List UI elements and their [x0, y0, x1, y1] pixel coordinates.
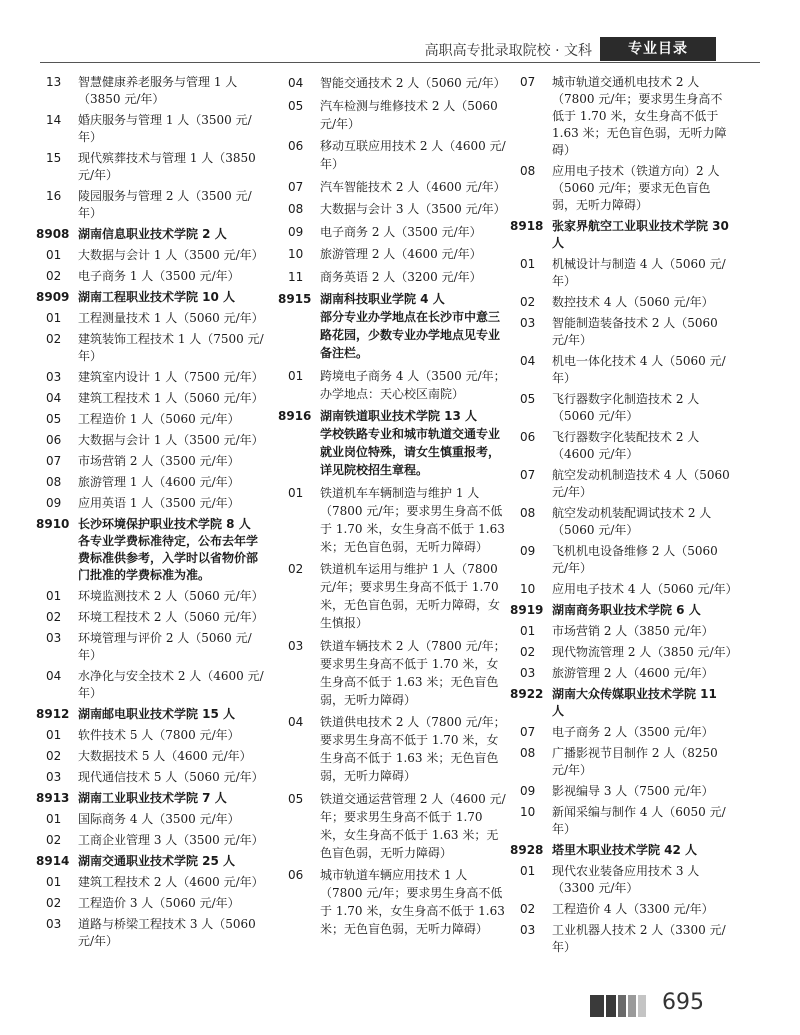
- major-item: [510, 665, 732, 682]
- school-note: 各专业学费标准待定，公布去年学费标准供参考，入学时以省物价部门批准的学费标准为准。: [78, 534, 259, 582]
- major-item: [278, 866, 506, 938]
- major-number: 13: [46, 75, 62, 89]
- major-item: [36, 390, 266, 407]
- footer-bar: [618, 995, 626, 1017]
- major-item: [36, 411, 266, 428]
- major-text: 环境工程技术 2 人（5060 元/年）: [78, 610, 264, 624]
- major-number: 03: [46, 631, 62, 645]
- major-item: [510, 644, 738, 661]
- school-code: 8916: [278, 409, 312, 423]
- school-name: 湖南工程职业技术学院 10 人: [78, 290, 236, 304]
- school-code: 8914: [36, 854, 70, 868]
- major-text: 飞行器数字化装配技术 2 人（4600 元/年）: [552, 430, 700, 461]
- major-item: [36, 668, 266, 702]
- school-heading: [36, 853, 266, 870]
- major-item: [36, 188, 266, 222]
- major-item: [36, 369, 266, 386]
- school-code: 8922: [510, 687, 544, 701]
- school-code: 8919: [510, 603, 544, 617]
- school-heading: [36, 289, 266, 306]
- major-number: 10: [520, 582, 536, 596]
- major-item: [510, 294, 732, 311]
- major-item: [278, 560, 506, 632]
- major-item: [36, 74, 266, 108]
- major-text: 广播影视节目制作 2 人（8250 元/年）: [552, 746, 718, 777]
- major-item: [36, 748, 266, 765]
- major-item: [278, 245, 506, 263]
- major-item: [36, 112, 266, 146]
- major-item: [36, 474, 266, 491]
- major-item: [36, 874, 266, 891]
- major-number: 01: [288, 485, 304, 500]
- major-number: 09: [520, 544, 536, 558]
- major-item: [510, 543, 732, 577]
- major-number: 03: [520, 316, 536, 330]
- school-code: 8912: [36, 707, 70, 721]
- school-heading: [36, 516, 266, 584]
- major-text: 建筑室内设计 1 人（7500 元/年）: [78, 370, 264, 384]
- major-text: 工程造价 4 人（3300 元/年）: [552, 902, 714, 916]
- major-number: 04: [46, 669, 62, 683]
- major-item: [510, 804, 732, 838]
- major-item: [510, 256, 732, 290]
- major-number: 06: [288, 868, 304, 882]
- major-text: 铁道车辆技术 2 人（7800 元/年；要求男生身高不低于 1.70 米，女生身高不低于 1.63 米；无色盲色弱，无听力障碍）: [320, 638, 506, 707]
- major-number: 02: [520, 902, 536, 916]
- major-number: 02: [46, 610, 62, 624]
- school-name: 塔里木职业技术学院 42 人: [552, 843, 698, 857]
- major-item: [36, 268, 266, 285]
- major-item: [510, 901, 732, 918]
- school-code: 8928: [510, 843, 544, 857]
- school-name: 湖南大众传媒职业技术学院 11 人: [552, 687, 717, 718]
- major-item: [36, 727, 266, 744]
- major-text: 旅游管理 2 人（4600 元/年）: [320, 247, 482, 261]
- major-number: 09: [288, 224, 304, 239]
- major-text: 建筑装饰工程技术 1 人（7500 元/年）: [78, 332, 264, 363]
- major-item: [36, 916, 266, 950]
- major-text: 大数据技术 5 人（4600 元/年）: [78, 749, 252, 763]
- major-number: 07: [520, 725, 536, 739]
- column-2: [278, 74, 506, 943]
- school-name: 湖南商务职业技术学院 6 人: [552, 603, 701, 617]
- major-number: 10: [288, 247, 304, 261]
- major-text: 大数据与会计 3 人（3500 元/年）: [320, 202, 506, 216]
- major-item: [278, 790, 506, 862]
- school-name: 湖南铁道职业技术学院 13 人: [320, 409, 478, 423]
- footer-bar: [628, 995, 636, 1017]
- major-text: 大数据与会计 1 人（3500 元/年）: [78, 248, 264, 262]
- school-heading: [510, 218, 732, 252]
- major-item: [36, 495, 266, 512]
- major-text: 工程造价 3 人（5060 元/年）: [78, 896, 240, 910]
- major-number: 02: [46, 269, 62, 283]
- major-number: 07: [46, 454, 62, 468]
- major-text: 国际商务 4 人（3500 元/年）: [78, 812, 240, 826]
- major-number: 09: [46, 496, 62, 510]
- major-text: 汽车智能技术 2 人（4600 元/年）: [320, 179, 506, 194]
- major-text: 商务英语 2 人（3200 元/年）: [320, 269, 482, 284]
- major-item: [510, 315, 732, 349]
- school-name: 湖南信息职业技术学院 2 人: [78, 227, 227, 241]
- major-number: 15: [46, 151, 62, 165]
- major-text: 现代通信技术 5 人（5060 元/年）: [78, 770, 264, 784]
- major-item: [510, 467, 732, 501]
- major-item: [36, 453, 266, 470]
- major-number: 06: [520, 430, 536, 444]
- footer-bar: [638, 995, 646, 1017]
- major-item: [278, 200, 506, 218]
- major-text: 机电一体化技术 4 人（5060 元/年）: [552, 354, 726, 385]
- major-item: [36, 609, 266, 626]
- school-heading: [278, 407, 506, 479]
- major-text: 旅游管理 2 人（4600 元/年）: [552, 666, 714, 680]
- major-text: 电子商务 2 人（3500 元/年）: [320, 224, 482, 239]
- major-item: [510, 863, 732, 897]
- school-code: 8910: [36, 517, 70, 531]
- major-item: [510, 581, 738, 598]
- major-item: [510, 74, 732, 159]
- major-number: 03: [46, 370, 62, 384]
- major-text: 飞行器数字化制造技术 2 人（5060 元/年）: [552, 392, 700, 423]
- footer-bar: [606, 995, 616, 1017]
- major-text: 数控技术 4 人（5060 元/年）: [552, 295, 714, 309]
- major-text: 铁道机车运用与维护 1 人（7800 元/年；要求男生身高不低于 1.70 米，无色盲色弱，无听力障碍，女生慎报）: [320, 562, 501, 630]
- major-text: 智慧健康养老服务与管理 1 人（3850 元/年）: [78, 75, 238, 106]
- school-code: 8913: [36, 791, 70, 805]
- major-text: 工商企业管理 3 人（3500 元/年）: [78, 833, 264, 847]
- header-rule: [40, 62, 760, 63]
- major-text: 飞机机电设备维修 2 人（5060 元/年）: [552, 544, 718, 575]
- major-number: 01: [46, 875, 62, 889]
- major-text: 环境管理与评价 2 人（5060 元/年）: [78, 631, 252, 662]
- major-item: [36, 247, 266, 264]
- major-number: 01: [46, 248, 62, 262]
- school-code: 8908: [36, 227, 70, 241]
- major-number: 05: [288, 791, 304, 806]
- major-number: 11: [288, 269, 304, 284]
- major-text: 应用电子技术 4 人（5060 元/年）: [552, 582, 738, 596]
- school-name: 张家界航空工业职业技术学院 30 人: [552, 219, 729, 250]
- major-text: 智能制造装备技术 2 人（5060 元/年）: [552, 316, 718, 347]
- major-text: 城市轨道车辆应用技术 1 人（7800 元/年；要求男生身高不低于 1.70 米，女生身高不低于 1.63 米；无色盲色弱，无听力障碍）: [320, 868, 505, 936]
- major-number: 01: [46, 311, 62, 325]
- major-number: 03: [520, 923, 536, 937]
- major-text: 建筑工程技术 1 人（5060 元/年）: [78, 391, 264, 405]
- major-number: 01: [520, 864, 536, 878]
- major-number: 02: [288, 562, 304, 576]
- major-item: [510, 783, 732, 800]
- major-number: 07: [520, 468, 536, 482]
- major-text: 软件技术 5 人（7800 元/年）: [78, 728, 240, 742]
- major-text: 影视编导 3 人（7500 元/年）: [552, 784, 714, 798]
- major-text: 智能交通技术 2 人（5060 元/年）: [320, 76, 506, 90]
- major-text: 航空发动机制造技术 4 人（5060 元/年）: [552, 468, 730, 499]
- major-item: [510, 429, 732, 463]
- major-item: [278, 223, 506, 241]
- major-item: [278, 713, 506, 785]
- major-item: [36, 588, 266, 605]
- major-item: [36, 895, 266, 912]
- school-heading: [510, 602, 732, 619]
- footer-bar: [590, 995, 604, 1017]
- major-number: 03: [46, 917, 62, 931]
- major-number: 08: [46, 475, 62, 489]
- major-text: 市场营销 2 人（3500 元/年）: [78, 454, 240, 468]
- major-number: 01: [46, 589, 62, 603]
- major-number: 05: [46, 412, 62, 426]
- column-3: [510, 74, 738, 960]
- major-text: 水净化与安全技术 2 人（4600 元/年）: [78, 669, 264, 700]
- major-item: [278, 637, 506, 709]
- major-number: 04: [520, 354, 536, 368]
- major-number: 04: [288, 76, 304, 90]
- major-item: [278, 74, 506, 92]
- major-item: [510, 724, 732, 741]
- school-heading: [510, 686, 732, 720]
- major-number: 05: [288, 98, 304, 113]
- major-item: [36, 150, 266, 184]
- major-item: [278, 178, 506, 196]
- major-number: 02: [520, 295, 536, 309]
- major-text: 城市轨道交通机电技术 2 人（7800 元/年；要求男生身高不低于 1.70 米，女生身高不低于 1.63 米；无色盲色弱，无听力障碍）: [552, 75, 727, 157]
- major-text: 工程造价 1 人（5060 元/年）: [78, 412, 240, 426]
- major-number: 05: [520, 392, 536, 406]
- major-number: 06: [46, 433, 62, 447]
- school-name: 湖南邮电职业技术学院 15 人: [78, 707, 236, 721]
- major-number: 07: [288, 179, 304, 194]
- major-number: 03: [46, 770, 62, 784]
- school-note: 部分专业办学地点在长沙市中意三路花园，少数专业办学地点见专业备注栏。: [320, 310, 501, 360]
- school-heading: [278, 290, 506, 362]
- major-number: 01: [288, 368, 304, 383]
- school-code: 8915: [278, 292, 312, 306]
- major-text: 现代殡葬技术与管理 1 人（3850 元/年）: [78, 151, 256, 182]
- header-subtitle: 高职高专批录取院校 · 文科: [424, 43, 592, 59]
- major-text: 应用电子技术（铁道方向）2 人（5060 元/年；要求无色盲色弱，无听力障碍）: [552, 164, 720, 212]
- major-number: 08: [520, 164, 536, 178]
- major-text: 新闻采编与制作 4 人（6050 元/年）: [552, 805, 726, 836]
- major-item: [36, 769, 266, 786]
- major-item: [510, 922, 732, 956]
- major-text: 环境监测技术 2 人（5060 元/年）: [78, 589, 264, 603]
- major-number: 08: [520, 506, 536, 520]
- major-item: [510, 623, 732, 640]
- major-text: 道路与桥梁工程技术 3 人（5060 元/年）: [78, 917, 256, 948]
- major-number: 16: [46, 189, 62, 203]
- major-text: 汽车检测与维修技术 2 人（5060 元/年）: [320, 98, 498, 131]
- major-text: 电子商务 2 人（3500 元/年）: [552, 725, 714, 739]
- major-number: 02: [46, 749, 62, 763]
- school-name: 湖南科技职业学院 4 人: [320, 292, 445, 306]
- major-text: 铁道交通运营管理 2 人（4600 元/年；要求男生身高不低于 1.70 米，女生身高不低于 1.63 米；无色盲色弱，无听力障碍）: [320, 791, 506, 860]
- major-number: 08: [520, 746, 536, 760]
- major-item: [36, 432, 266, 449]
- major-number: 09: [520, 784, 536, 798]
- major-text: 铁道供电技术 2 人（7800 元/年；要求男生身高不低于 1.70 米，女生身高不低于 1.63 米；无色盲色弱，无听力障碍）: [320, 715, 506, 783]
- major-item: [278, 97, 506, 133]
- major-item: [278, 137, 506, 173]
- major-number: 02: [520, 645, 536, 659]
- major-text: 旅游管理 1 人（4600 元/年）: [78, 475, 240, 489]
- footer-decoration: [590, 995, 650, 1017]
- major-number: 08: [288, 202, 304, 216]
- major-number: 01: [520, 624, 536, 638]
- major-item: [36, 811, 266, 828]
- major-item: [278, 268, 506, 286]
- major-item: [510, 745, 732, 779]
- major-number: 03: [520, 666, 536, 680]
- major-item: [510, 163, 732, 214]
- major-number: 01: [46, 812, 62, 826]
- major-item: [36, 832, 266, 849]
- major-number: 10: [520, 805, 536, 819]
- school-name: 长沙环境保护职业技术学院 8 人: [78, 517, 251, 531]
- major-text: 婚庆服务与管理 1 人（3500 元/年）: [78, 113, 252, 144]
- page-number: 695: [662, 990, 704, 1015]
- major-number: 03: [288, 638, 304, 653]
- major-number: 02: [46, 332, 62, 346]
- major-text: 工程测量技术 1 人（5060 元/年）: [78, 311, 264, 325]
- major-text: 大数据与会计 1 人（3500 元/年）: [78, 433, 264, 447]
- school-heading: [36, 706, 266, 723]
- major-number: 07: [520, 75, 536, 89]
- major-item: [510, 391, 732, 425]
- school-heading: [36, 226, 266, 243]
- major-item: [278, 484, 506, 556]
- major-text: 电子商务 1 人（3500 元/年）: [78, 269, 240, 283]
- major-number: 04: [46, 391, 62, 405]
- major-text: 机械设计与制造 4 人（5060 元/年）: [552, 257, 726, 288]
- major-text: 现代物流管理 2 人（3850 元/年）: [552, 645, 738, 659]
- school-code: 8918: [510, 219, 544, 233]
- major-item: [278, 367, 506, 403]
- header-tag: 专业目录: [600, 37, 716, 61]
- school-note: 学校铁路专业和城市轨道交通专业就业岗位特殊，请女生慎重报考，详见院校招生章程。: [320, 427, 501, 477]
- major-item: [36, 630, 266, 664]
- major-text: 应用英语 1 人（3500 元/年）: [78, 496, 240, 510]
- column-1: [36, 74, 266, 954]
- major-text: 现代农业装备应用技术 3 人（3300 元/年）: [552, 864, 700, 895]
- major-text: 航空发动机装配调试技术 2 人（5060 元/年）: [552, 506, 712, 537]
- major-number: 01: [520, 257, 536, 271]
- school-name: 湖南工业职业技术学院 7 人: [78, 791, 227, 805]
- school-name: 湖南交通职业技术学院 25 人: [78, 854, 236, 868]
- major-item: [36, 310, 266, 327]
- major-number: 02: [46, 896, 62, 910]
- major-number: 04: [288, 715, 304, 729]
- major-item: [36, 331, 266, 365]
- major-text: 移动互联应用技术 2 人（4600 元/年）: [320, 139, 506, 171]
- major-text: 市场营销 2 人（3850 元/年）: [552, 624, 714, 638]
- major-number: 14: [46, 113, 62, 127]
- school-code: 8909: [36, 290, 70, 304]
- major-text: 陵园服务与管理 2 人（3500 元/年）: [78, 189, 252, 220]
- major-text: 工业机器人技术 2 人（3300 元/年）: [552, 923, 726, 954]
- major-text: 建筑工程技术 2 人（4600 元/年）: [78, 875, 264, 889]
- major-text: 铁道机车车辆制造与维护 1 人（7800 元/年；要求男生身高不低于 1.70 米，女生身高不低于 1.63 米；无色盲色弱，无听力障碍）: [320, 485, 505, 554]
- major-item: [510, 353, 732, 387]
- major-number: 01: [46, 728, 62, 742]
- school-heading: [510, 842, 732, 859]
- major-number: 02: [46, 833, 62, 847]
- major-item: [510, 505, 732, 539]
- major-text: 跨境电子商务 4 人（3500 元/年；办学地点：天心校区南院）: [320, 368, 506, 401]
- major-number: 06: [288, 139, 304, 153]
- school-heading: [36, 790, 266, 807]
